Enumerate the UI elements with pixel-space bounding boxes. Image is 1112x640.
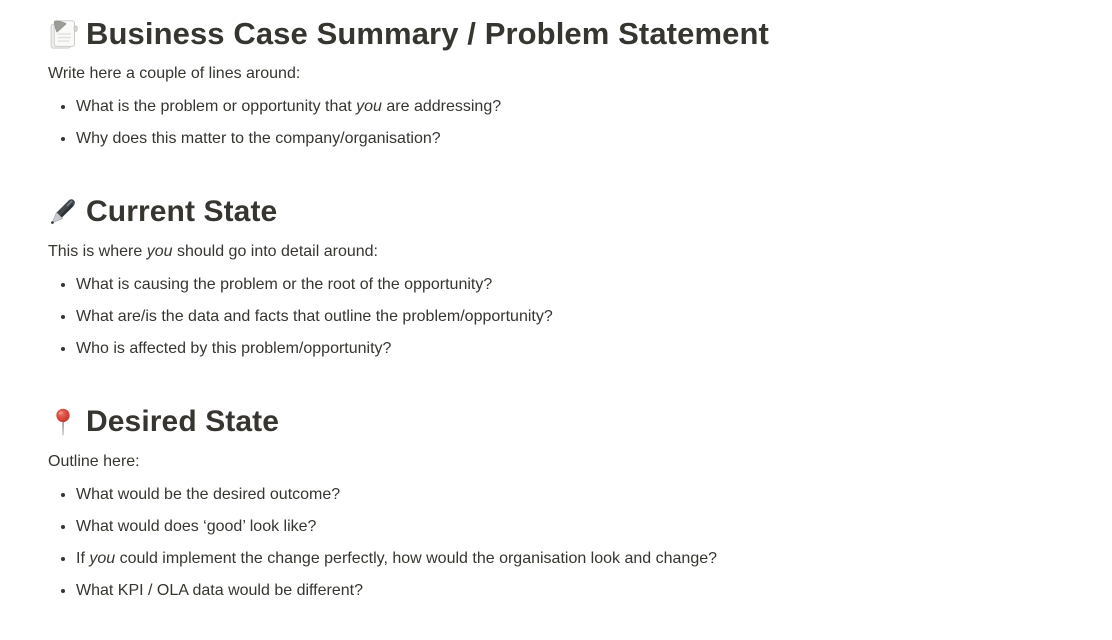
text-segment: What is the problem or opportunity that (76, 98, 357, 115)
text-segment: are addressing? (381, 98, 502, 115)
list-item (76, 123, 1072, 155)
heading-text: Current State (86, 195, 278, 228)
text-segment: What is causing the problem or the root of the opportunity? (76, 276, 493, 293)
section-desired-state (48, 401, 1072, 607)
list-item (76, 575, 1072, 607)
text-segment: Why does this matter to the company/organisation? (76, 130, 441, 147)
pen-icon (48, 195, 78, 229)
bookmark-tabs-icon (48, 17, 78, 51)
bullet-list (48, 91, 1072, 155)
list-item (76, 511, 1072, 543)
page-title-text: Business Case Summary / Problem Statement (86, 16, 769, 51)
text-segment: Outline here: (48, 453, 140, 470)
text-segment: Who is affected by this problem/opportunity? (76, 340, 392, 357)
text-segment: should go into detail around: (172, 243, 378, 260)
italic-text: you (89, 550, 116, 567)
list-item (76, 479, 1072, 511)
heading-desired-state (48, 401, 1072, 443)
italic-text: you (146, 243, 173, 260)
round-pushpin-icon (48, 405, 78, 439)
italic-text: you (356, 98, 382, 115)
text-segment: This is where (48, 243, 147, 260)
bullet-list (48, 269, 1072, 365)
list-item (76, 301, 1072, 333)
heading-current-state (48, 191, 1072, 233)
list-item (76, 91, 1072, 123)
text-segment: Write here a couple of lines around: (48, 65, 301, 82)
intro-paragraph (48, 237, 1072, 267)
page-title (48, 12, 1072, 55)
text-segment: could implement the change perfectly, how would the organisation look and change? (115, 550, 718, 567)
list-item (76, 543, 1072, 575)
section-business-case (48, 12, 1072, 155)
intro-paragraph (48, 447, 1072, 477)
text-segment: What are/is the data and facts that outline the problem/opportunity? (76, 308, 553, 325)
intro-paragraph (48, 59, 1072, 89)
list-item (76, 269, 1072, 301)
heading-text: Desired State (86, 405, 280, 438)
text-segment: What KPI / OLA data would be different? (76, 582, 363, 599)
list-item (76, 333, 1072, 365)
bullet-list (48, 479, 1072, 607)
text-segment: What would be the desired outcome? (76, 486, 341, 503)
text-segment: If (76, 550, 90, 567)
section-current-state (48, 191, 1072, 365)
text-segment: What would does ‘good’ look like? (76, 518, 317, 535)
